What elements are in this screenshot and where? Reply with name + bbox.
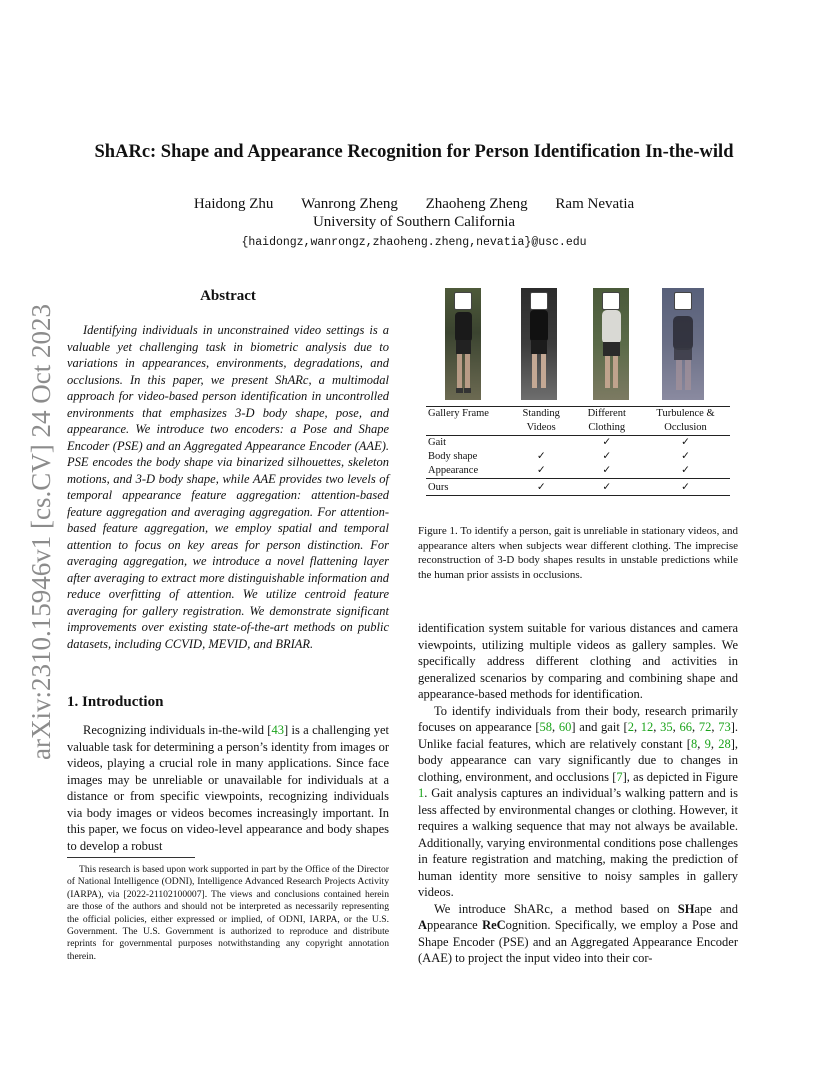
footnote-text: This research is based upon work supported in part by the Office of the Director of National Intelligence (ODNI), Intelligence Advanced Research Projects Activity (IARPA), via [2022-21102100007]. The views and conclusions contained herein are those of the authors and should not be interpreted as necessarily representing the official policies, either expressed or implied, of ODNI, IARPA, or the U.S. Government. The U.S. Government is authorized to reproduce and distribute reprints for governmental purposes notwithstanding any copyright annotation therein.	[67, 864, 389, 962]
citation-link[interactable]: 7	[616, 769, 623, 784]
body-paragraph: identification system suitable for various distances and camera viewpoints, utilizing multiple videos as gallery samples. We specifically address different clothing and activities in generalized scenarios by comparing and combining shape and appearance-based methods for identification.	[418, 621, 738, 701]
check-cell: ✓	[602, 437, 612, 448]
author-list	[0, 196, 828, 213]
different-clothing-photo	[593, 288, 629, 400]
citation-link[interactable]: 72	[698, 720, 712, 734]
row-label: Body shape	[428, 451, 478, 462]
table-header-cell: Different Clothing	[572, 407, 641, 436]
citation-link[interactable]: 9	[704, 736, 711, 751]
check-cell: ✓	[641, 479, 730, 496]
check-cell: ✓	[510, 479, 572, 496]
email-list: {haidongz,wanrongz,zhaoheng.zheng,nevatia}@usc.edu	[241, 236, 587, 249]
row-label: Ours	[426, 479, 510, 496]
face-blur-icon	[454, 292, 472, 310]
table-row	[426, 436, 730, 451]
figure-link[interactable]: 1	[418, 786, 425, 800]
check-cell: ✓	[602, 451, 612, 462]
figure-1-table	[426, 406, 730, 496]
table-row	[426, 479, 730, 496]
citation-link[interactable]: 35	[660, 720, 673, 734]
check-cell: ✓	[641, 464, 730, 479]
gallery-frame-photo	[445, 288, 481, 400]
abstract-body	[67, 322, 389, 652]
check-cell: ✓	[572, 479, 641, 496]
figure-1	[418, 288, 738, 493]
check-cell: ✓	[536, 451, 546, 462]
citation-link[interactable]: 28	[718, 736, 731, 751]
check-cell: ✓	[572, 464, 641, 479]
section-heading-introduction: 1. Introduction	[67, 694, 164, 710]
row-label: Appearance	[426, 464, 510, 479]
abstract-heading: Abstract	[200, 288, 256, 304]
body-paragraph: We introduce ShARc, a method based on SHape and Appearance ReCognition. Specifically, we employ a Pose and Shape Encoder (PSE) and an Aggregated Appearance Encoder (AAE) to project the input video into their cor-	[418, 901, 738, 965]
author-name: Haidong Zhu	[193, 196, 274, 212]
face-blur-icon	[530, 292, 548, 310]
affiliation: University of Southern California	[312, 214, 516, 230]
figure-photo-strip	[418, 288, 738, 400]
figure-1-caption: Figure 1. To identify a person, gait is unreliable in stationary videos, and appearance alters when subjects wear different clothing. The imprecise reconstruction of 3-D body shapes results in unstable predictions while the human prior assists in occlusions.	[418, 525, 738, 581]
citation-link[interactable]: 12	[640, 720, 654, 734]
author-name: Ram Nevatia	[555, 196, 635, 212]
table-header-cell: Turbulence & Occlusion	[641, 407, 730, 436]
row-label: Gait	[428, 437, 447, 448]
citation-link[interactable]: 58	[539, 720, 553, 734]
citation-link[interactable]: 2	[627, 720, 634, 734]
citation-link[interactable]: 8	[690, 736, 698, 751]
check-cell	[510, 436, 572, 451]
table-row	[426, 450, 730, 464]
face-blur-icon	[674, 292, 692, 310]
check-cell: ✓	[681, 437, 690, 448]
footnote-divider	[67, 857, 195, 858]
arxiv-id-label: arXiv:2310.15946v1 [cs.CV] 24 Oct 2023	[26, 304, 56, 760]
check-cell: ✓	[681, 451, 690, 462]
citation-link[interactable]: 60	[558, 720, 572, 734]
intro-paragraph: Recognizing individuals in-the-wild [43] is a challenging yet valuable task for determining a person’s identity from images or videos, playing a crucial role in many applications. Since face images may be unreliable or unavailable for individuals at a distance or from specific viewpoints, recognizing individuals via body images or videos becomes increasingly important. In this paper, we focus on video-level appearance and body shapes to develop a robust	[67, 723, 390, 853]
footnote	[67, 864, 389, 963]
body-paragraph: To identify individuals from their body, research primarily focuses on appearance [58, 60] and gait [2, 12, 35, 66, 72, 73]. Unlike facial features, which are relatively constant [8, 9, 28], body appearance can vary significantly due to changes in clothing, environment, and occlusions [7], as depicted in Figure 1. Gait analysis captures an individual’s walking pattern and is less affected by environmental changes or clothing. However, it requires a walking sequence that may not always be available. Additionally, varying environmental conditions pose challenges in feature registration and matching, making the prediction of human identity more sensitive to noisy samples in gallery videos.	[418, 703, 739, 899]
abstract-text: Identifying individuals in unconstrained video settings is a valuable yet challenging task in biometric analysis due to variations in appearances, environments, degradations, and occlusions. In this paper, we present ShARc, a multimodal approach for video-based person identification in uncontrolled environments that emphasizes 3-D body shape, pose, and appearance. We introduce two encoders: a Pose and Shape Encoder (PSE) and an Aggregated Appearance Encoder (AAE). PSE encodes the body shape via binarized silhouettes, skeleton motions, and 3-D body shape, while AAE provides two levels of temporal appearance feature aggregation: attention-based feature aggregation and averaging aggregation. For attention-based feature aggregation, we employ spatial and temporal attention to focus on key areas for person distinction. For averaging aggregation, we introduce a novel flattening layer after averaging to extract more distinguishable information and reduce overfitting of attention. We utilize centroid feature averaging for gallery registration. We demonstrate significant improvements over existing state-of-the-art methods on public datasets, including CCVID, MEVID, and BRIAR.	[67, 323, 389, 651]
check-cell: ✓	[510, 464, 572, 479]
table-header-cell: Gallery Frame	[426, 407, 510, 436]
citation-link[interactable]: 73	[718, 720, 731, 734]
right-column-body	[418, 620, 738, 967]
author-name: Zhaoheng Zheng	[425, 196, 528, 212]
standing-video-photo	[521, 288, 557, 400]
paper-title: ShARc: Shape and Appearance Recognition for Person Identification In-the-wild	[94, 142, 734, 162]
table-row	[426, 464, 730, 479]
author-name: Wanrong Zheng	[301, 196, 398, 212]
introduction-body	[67, 722, 389, 854]
table-header-cell: Standing Videos	[510, 407, 572, 436]
face-blur-icon	[602, 292, 620, 310]
citation-link[interactable]: 43	[271, 723, 284, 737]
turbulence-occlusion-photo	[662, 288, 704, 400]
citation-link[interactable]: 66	[679, 720, 693, 734]
table-header-row	[426, 407, 730, 436]
